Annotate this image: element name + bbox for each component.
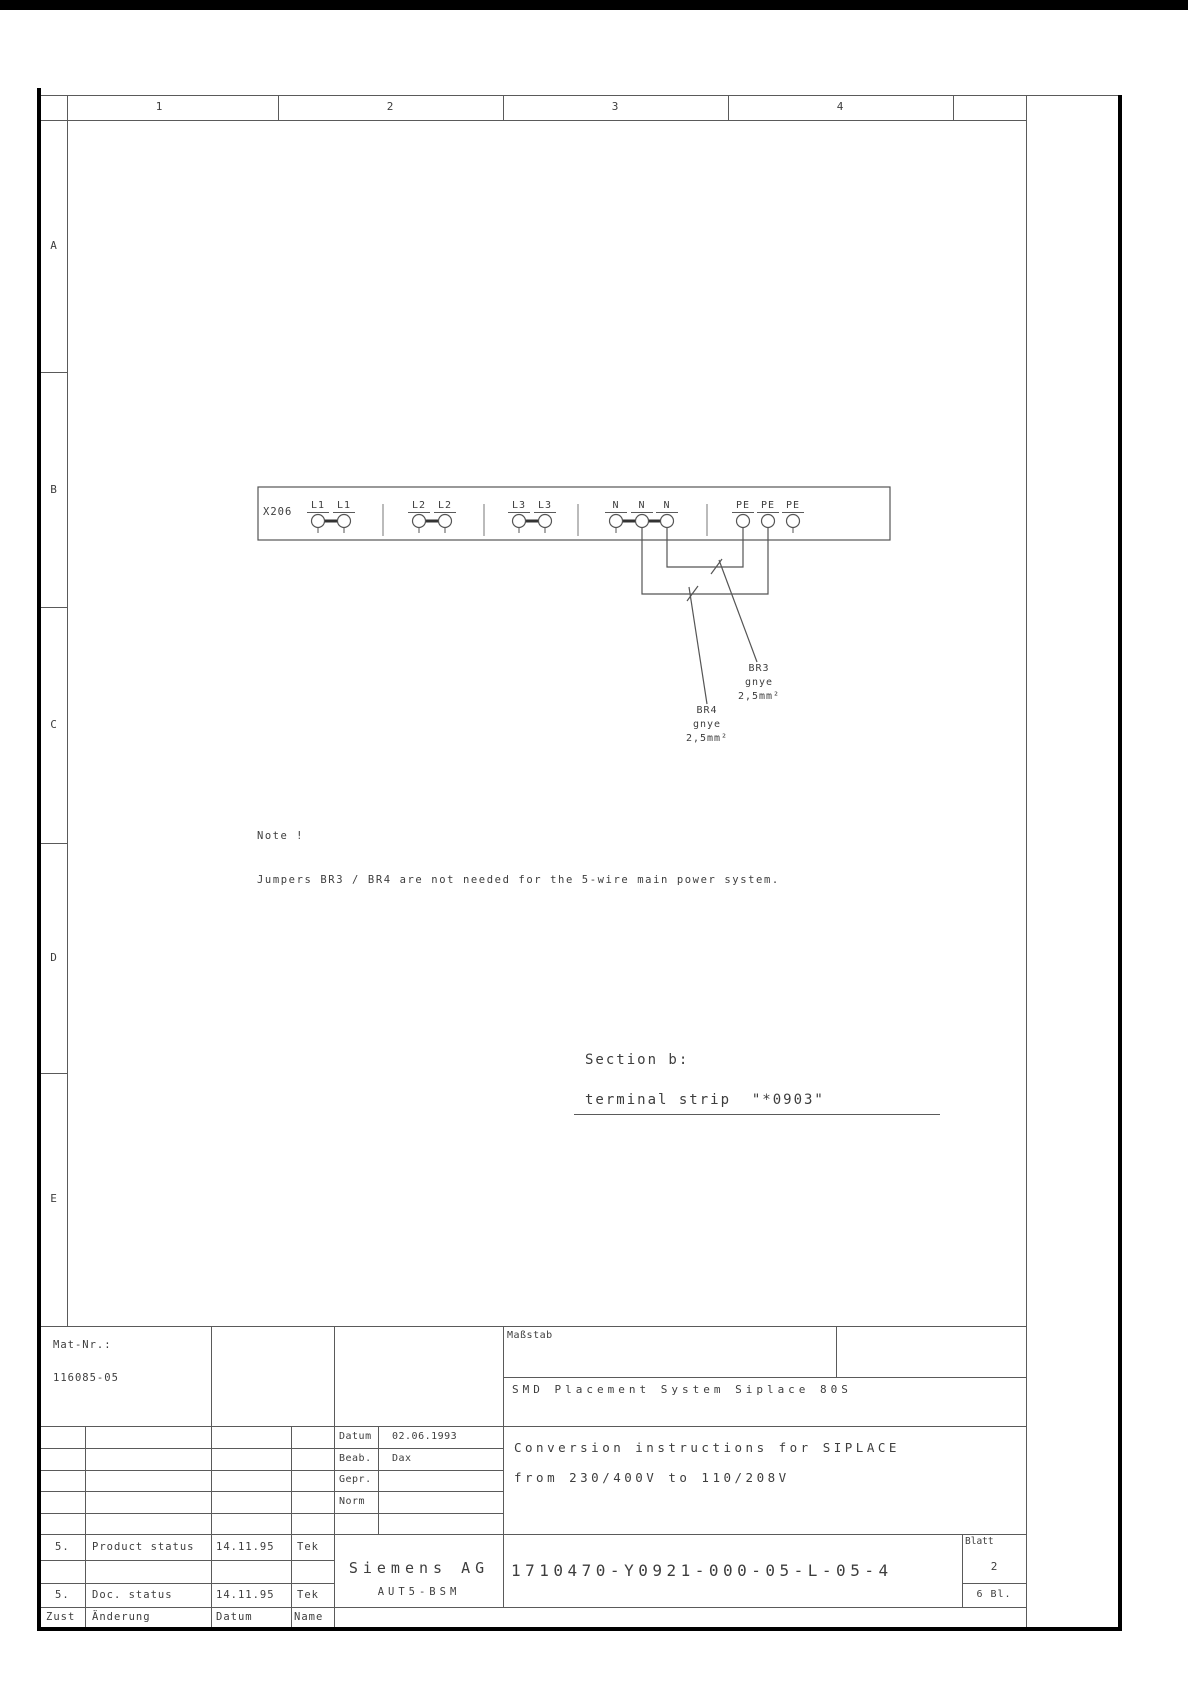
meta-label-gepr: Gepr. xyxy=(339,1474,372,1485)
column-label-3: 3 xyxy=(611,100,619,113)
terminal-label: PE xyxy=(782,500,804,513)
jumper-br3-size: 2,5mm² xyxy=(737,691,781,702)
row-label-c: C xyxy=(50,718,57,731)
meta-label-norm: Norm xyxy=(339,1496,366,1507)
jumper-br3-wire xyxy=(667,528,743,567)
terminal-label: L1 xyxy=(307,500,329,513)
revision-row-datum: 14.11.95 xyxy=(216,1541,275,1553)
scale-label: Maßstab xyxy=(507,1330,553,1341)
sheet-number: 2 xyxy=(990,1560,998,1573)
revision-row-zust: 5. xyxy=(55,1541,70,1553)
revision-row-aenderung: Doc. status xyxy=(92,1589,173,1601)
jumper-br4-size: 2,5mm² xyxy=(685,733,729,744)
strip-id-label: X206 xyxy=(263,506,293,518)
sheet-label: Blatt xyxy=(965,1536,994,1547)
revision-row-aenderung: Product status xyxy=(92,1541,195,1553)
mat-nr-value: 116085-05 xyxy=(53,1372,119,1384)
terminal-label: L3 xyxy=(534,500,556,513)
terminal-circles xyxy=(312,515,800,528)
terminal-label: L2 xyxy=(408,500,430,513)
sheet-total: 6 Bl. xyxy=(976,1589,1012,1600)
section-title: Section b: xyxy=(585,1052,690,1068)
jumper-br3-id: BR3 xyxy=(748,663,770,674)
jumper-br4-wire xyxy=(642,528,768,594)
column-label-2: 2 xyxy=(386,100,394,113)
row-label-d: D xyxy=(50,951,57,964)
terminal-strip-box xyxy=(258,487,890,540)
revision-header-aenderung: Änderung xyxy=(92,1611,151,1623)
terminal-ticks xyxy=(318,528,793,533)
terminal-label: L1 xyxy=(333,500,355,513)
meta-label-beab: Beab. xyxy=(339,1453,372,1464)
meta-label-datum: Datum xyxy=(339,1431,372,1442)
doc-title-line2: from 230/400V to 110/208V xyxy=(514,1470,790,1485)
terminal-label: L3 xyxy=(508,500,530,513)
revision-row-name: Tek xyxy=(297,1589,319,1601)
terminal-label: N xyxy=(656,500,678,513)
terminal-label: N xyxy=(631,500,653,513)
jumper-br4-color: gnye xyxy=(692,719,722,730)
jumper-br4-id: BR4 xyxy=(696,705,718,716)
document-number: 1710470-Y0921-000-05-L-05-4 xyxy=(511,1561,893,1580)
system-name: SMD Placement System Siplace 80S xyxy=(512,1383,852,1396)
department-name: AUT5-BSM xyxy=(377,1586,461,1598)
row-label-b: B xyxy=(50,483,57,496)
row-label-a: A xyxy=(50,239,57,252)
company-name: Siemens AG xyxy=(348,1559,490,1577)
terminal-label: PE xyxy=(732,500,754,513)
section-underline xyxy=(574,1114,940,1115)
revision-row-name: Tek xyxy=(297,1541,319,1553)
terminal-label: L2 xyxy=(434,500,456,513)
revision-header-zust: Zust xyxy=(46,1611,76,1623)
note-title: Note ! xyxy=(257,830,304,842)
br4-leader-line xyxy=(689,587,707,704)
terminal-label: PE xyxy=(757,500,779,513)
mat-nr-label: Mat-Nr.: xyxy=(53,1339,112,1351)
revision-header-datum: Datum xyxy=(216,1611,253,1623)
meta-value-beab: Dax xyxy=(392,1453,412,1464)
meta-value-datum: 02.06.1993 xyxy=(392,1431,458,1442)
note-body: Jumpers BR3 / BR4 are not needed for the 5-wire main power system. xyxy=(257,874,780,886)
column-label-1: 1 xyxy=(155,100,163,113)
terminal-label: N xyxy=(605,500,627,513)
row-label-e: E xyxy=(50,1192,57,1205)
revision-row-datum: 14.11.95 xyxy=(216,1589,275,1601)
section-subtitle: terminal strip "*0903" xyxy=(585,1092,825,1108)
revision-row-zust: 5. xyxy=(55,1589,70,1601)
jumper-br3-color: gnye xyxy=(744,677,774,688)
column-label-4: 4 xyxy=(836,100,844,113)
doc-title-line1: Conversion instructions for SIPLACE xyxy=(514,1440,900,1455)
br3-leader-line xyxy=(719,560,757,662)
revision-header-name: Name xyxy=(294,1611,324,1623)
